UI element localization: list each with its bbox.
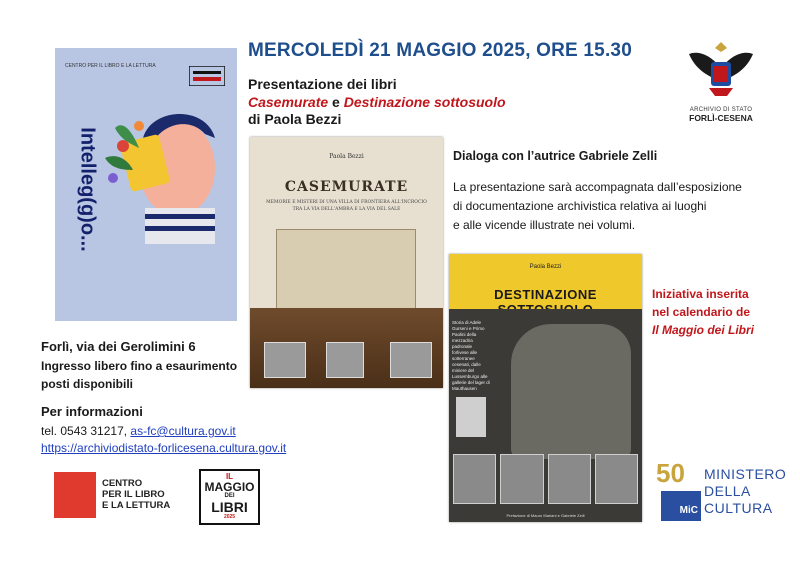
website-link[interactable]: https://archiviodistato-forlicesena.cultura.gov.it — [41, 441, 287, 455]
book1-author: Paola Bezzi — [329, 153, 364, 160]
fifty-anniversary: 50 — [656, 458, 685, 488]
cepell-red-block — [54, 472, 96, 518]
book2-footer: Prefazione di Mauro Mariani e Gabriele Zelli — [506, 513, 585, 518]
old-photo — [326, 342, 364, 378]
old-photo — [453, 454, 496, 504]
maggio-libri-mini-logo — [189, 66, 225, 86]
book1-title-text: Casemurate — [248, 94, 329, 110]
entry-line: posti disponibili — [41, 377, 133, 391]
dialogue-line: Dialoga con l’autrice Gabriele Zelli — [453, 149, 658, 163]
initiative-line: nel calendario de — [652, 305, 751, 319]
mic-badge: MiC — [661, 491, 701, 521]
maggio-dei-libri-logo: IL MAGGIO DEI LIBRI 2025 — [199, 469, 260, 525]
reading-figure-illustration — [95, 98, 225, 248]
archive-logo — [676, 38, 766, 123]
old-photo — [548, 454, 591, 504]
portrait-photo — [456, 397, 486, 437]
cepell-text: CENTRO PER IL LIBRO E LA LETTURA — [102, 478, 171, 511]
description — [453, 178, 753, 235]
book2-blurb: Storia di Adele Gurseni e Primo Paolini della mezzadria padronale forlivese alle sotterranee cesenati, dalle miniere del Lussemburgo alle gallerie del lager di Mauthausen — [452, 320, 490, 391]
old-photo — [264, 342, 306, 378]
event-date: MERCOLEDÌ 21 MAGGIO 2025, ORE 15.30 — [248, 40, 632, 61]
initiative-note — [652, 285, 754, 339]
book2-cover-title: DESTINAZIONE — [494, 287, 597, 302]
initiative-line: Il Maggio dei Libri — [652, 323, 754, 337]
venue-address: Forlì, via dei Gerolimini 6 — [41, 339, 196, 354]
book-titles — [248, 94, 506, 110]
info-heading: Per informazioni — [41, 404, 143, 419]
old-photo — [390, 342, 432, 378]
initiative-line: Iniziativa inserita — [652, 287, 749, 301]
description-line: La presentazione sarà accompagnata dall’esposizione — [453, 180, 742, 194]
poster-slogan: Intelleg(g)o... — [76, 127, 99, 252]
ministero-cultura-logo — [656, 458, 787, 524]
ministry-name: MINISTERO DELLA CULTURA — [704, 466, 787, 516]
book2-title-text: Destinazione sottosuolo — [343, 94, 506, 110]
book1-subtitle: MEMORIE E MISTERI DI UNA VILLA DI FRONTIERA ALL'INCROCIO TRA LA VIA DELL'AMBRA E LA VIA DEL SALE — [266, 200, 427, 212]
connector-text: e — [332, 94, 340, 110]
author-line: di Paola Bezzi — [248, 111, 342, 127]
archive-small-text: ARCHIVIO DI STATO — [689, 107, 753, 113]
old-map-illustration — [276, 229, 416, 317]
eagle-crest-icon — [683, 38, 759, 100]
miner-statue-image — [511, 324, 631, 459]
description-line: e alle vicende illustrate nei volumi. — [453, 218, 636, 232]
entry-info — [41, 357, 237, 393]
poster-brand-text: CENTRO PER IL LIBRO E LA LETTURA — [65, 63, 156, 69]
book-cover-destinazione-sottosuolo — [449, 254, 642, 522]
old-photo — [500, 454, 543, 504]
description-line: di documentazione archivistica relativa ai luoghi — [453, 199, 707, 213]
entry-line: Ingresso libero fino a esaurimento — [41, 359, 238, 373]
archive-name: FORLÌ-CESENA — [689, 113, 753, 123]
book2-author: Paola Bezzi — [529, 264, 562, 270]
old-photo — [595, 454, 638, 504]
cepell-logo — [54, 472, 184, 520]
phone-text: tel. 0543 31217, — [41, 424, 131, 438]
email-link[interactable]: as-fc@cultura.gov.it — [130, 424, 236, 438]
book-cover-casemurate — [250, 137, 443, 388]
contact-info — [41, 423, 286, 457]
event-poster — [55, 48, 237, 321]
presentation-label: Presentazione dei libri — [248, 76, 397, 92]
book1-cover-title: CASEMURATE — [284, 179, 409, 195]
photo-strip — [453, 454, 638, 504]
